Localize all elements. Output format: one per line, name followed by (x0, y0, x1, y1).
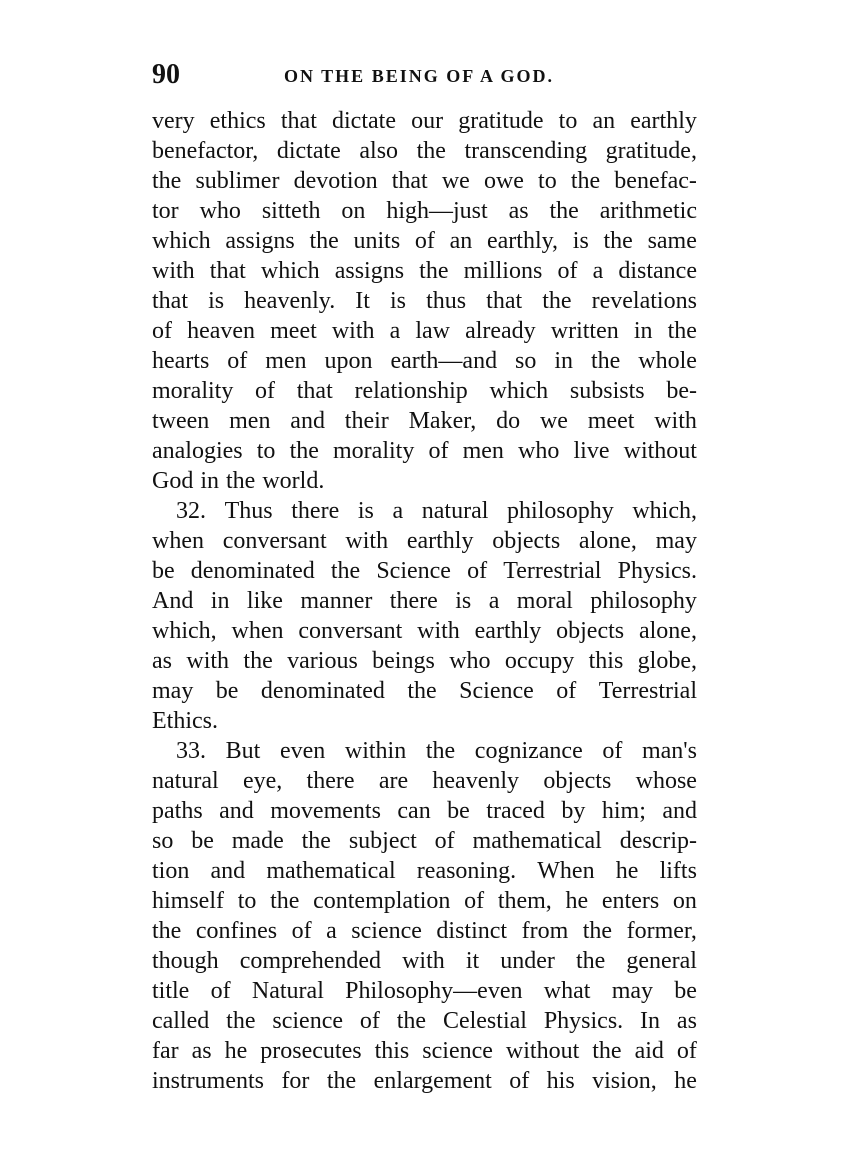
word: that (209, 258, 246, 284)
word: law (415, 318, 450, 344)
word: the (549, 198, 579, 224)
word: be (215, 678, 239, 704)
word: which, (632, 498, 697, 524)
word: devotion (293, 168, 378, 194)
word: which (489, 378, 549, 404)
text-line (152, 106, 697, 136)
word: he (615, 858, 639, 884)
word: which (152, 228, 211, 254)
text-line (152, 616, 697, 646)
word: high—just (386, 198, 488, 224)
word: without (623, 438, 697, 464)
word: units (353, 228, 401, 254)
word: subsists (569, 378, 645, 404)
word: the (603, 228, 633, 254)
word: which (260, 258, 320, 284)
word: in (200, 468, 220, 494)
text-line (152, 256, 697, 286)
word: mathematical (472, 828, 602, 854)
word: tween (152, 408, 210, 434)
word: also (359, 138, 399, 164)
word: science (351, 918, 422, 944)
word: that (391, 168, 428, 194)
word: world. (262, 468, 325, 494)
word: be (447, 798, 470, 824)
text-line (152, 376, 697, 406)
word: on (672, 888, 697, 914)
text-line (152, 406, 697, 436)
word: that (486, 288, 523, 314)
word: Celestial (442, 1008, 527, 1034)
word: of (676, 1038, 697, 1064)
word: who (449, 648, 491, 674)
word: is (455, 588, 472, 614)
word: may (611, 978, 654, 1004)
word: the (592, 1038, 622, 1064)
word: occupy (504, 648, 575, 674)
word: subject (348, 828, 417, 854)
word: of (557, 258, 578, 284)
word: of (255, 378, 276, 404)
word: the (270, 888, 300, 914)
word: Maker, (408, 408, 477, 434)
word: is (208, 288, 225, 314)
running-head (152, 58, 697, 92)
word: called (152, 1008, 210, 1034)
word: of (227, 348, 248, 374)
word: earthly (630, 108, 697, 134)
word: he (224, 1038, 248, 1064)
word: our (411, 108, 444, 134)
word: benefactor, (152, 138, 259, 164)
text-line (152, 466, 697, 496)
word: a (392, 498, 404, 524)
word: is (390, 288, 407, 314)
text-line (152, 916, 697, 946)
word: meet (270, 318, 317, 344)
word: he (565, 888, 589, 914)
text-line (152, 1066, 697, 1096)
word: of (556, 678, 577, 704)
word: heavenly. (244, 288, 336, 314)
word: Ethics. (152, 708, 218, 734)
word: an (449, 228, 473, 254)
text-line (152, 1006, 697, 1036)
word: a (389, 318, 401, 344)
word: Natural (251, 978, 324, 1004)
word: 33. (176, 738, 206, 764)
word: Terrestrial (503, 558, 602, 584)
word: that (152, 288, 188, 314)
word: there (291, 498, 340, 524)
text-line (152, 886, 697, 916)
text-line (152, 706, 697, 736)
word: do (496, 408, 521, 434)
word: distance (618, 258, 697, 284)
word: of (291, 918, 312, 944)
word: Terrestrial (598, 678, 697, 704)
word: as (191, 1038, 212, 1064)
word: with (654, 408, 697, 434)
word: hearts (152, 348, 210, 374)
word: denominated (190, 558, 315, 584)
word: who (518, 438, 560, 464)
word: And (152, 588, 194, 614)
word: the (226, 468, 256, 494)
word: of (509, 1068, 530, 1094)
word: science (422, 1038, 493, 1064)
word: without (505, 1038, 580, 1064)
word: whole (638, 348, 697, 374)
word: may (655, 528, 697, 554)
word: of (467, 558, 488, 584)
word: Science (459, 678, 534, 704)
word: this (588, 648, 624, 674)
word: and (210, 858, 246, 884)
word: dictate (332, 108, 396, 134)
word: alone, (578, 528, 637, 554)
text-line (152, 586, 697, 616)
word: a (488, 588, 500, 614)
word: upon (324, 348, 373, 374)
word: even (279, 738, 326, 764)
word: It (355, 288, 370, 314)
word: under (500, 948, 555, 974)
text-line (152, 496, 697, 526)
word: the (152, 918, 182, 944)
word: reasoning. (416, 858, 517, 884)
word: globe, (637, 648, 697, 674)
word: analogies (152, 438, 243, 464)
word: Physics. (543, 1008, 624, 1034)
word: when (231, 618, 284, 644)
word: heavenly (432, 768, 520, 794)
word: we (441, 168, 470, 194)
word: may (152, 678, 194, 704)
word: an (592, 108, 616, 134)
word: whose (635, 768, 697, 794)
word: with (152, 258, 195, 284)
word: the (570, 168, 601, 194)
word: Science (376, 558, 451, 584)
word: it (465, 948, 480, 974)
word: arithmetic (599, 198, 697, 224)
word: objects (492, 528, 561, 554)
word: meet (587, 408, 635, 434)
word: man's (641, 738, 697, 764)
word: his (546, 1068, 575, 1094)
word: of (602, 738, 623, 764)
text-line (152, 1036, 697, 1066)
word: and (662, 798, 697, 824)
word: sitteth (261, 198, 321, 224)
word: in (554, 348, 573, 374)
word: the (667, 318, 697, 344)
word: of (152, 318, 172, 344)
word: earthly (406, 528, 474, 554)
word: in (633, 318, 653, 344)
word: distinct (436, 918, 508, 944)
word: moral (516, 588, 573, 614)
word: men (265, 348, 307, 374)
word: who (199, 198, 241, 224)
word: the (226, 1008, 256, 1034)
word: various (287, 648, 358, 674)
word: with (331, 318, 375, 344)
word: men (229, 408, 271, 434)
word: the (590, 348, 621, 374)
word: with (402, 948, 445, 974)
word: thus (426, 288, 467, 314)
word: Thus (224, 498, 273, 524)
word: objects (543, 768, 612, 794)
word: with (345, 528, 389, 554)
word: eye, (242, 768, 283, 794)
word: objects (556, 618, 625, 644)
text-line (152, 646, 697, 676)
word: that (280, 108, 317, 134)
word: mathematical (266, 858, 396, 884)
word: prosecutes (260, 1038, 362, 1064)
text-line (152, 856, 697, 886)
word: the (301, 828, 331, 854)
word: of (428, 438, 449, 464)
page-number: 90 (152, 59, 180, 90)
text-line (152, 676, 697, 706)
text-line (152, 136, 697, 166)
word: that (296, 378, 333, 404)
word: natural (421, 498, 489, 524)
text-line (152, 766, 697, 796)
word: movements (270, 798, 381, 824)
word: and (290, 408, 325, 434)
word: of (434, 828, 455, 854)
word: earthly, (486, 228, 559, 254)
word: natural (152, 768, 219, 794)
word: he (674, 1068, 697, 1094)
word: and (219, 798, 254, 824)
word: the (419, 258, 449, 284)
word: conversant (298, 618, 403, 644)
word: him; (601, 798, 646, 824)
word: gratitude, (605, 138, 697, 164)
word: for (281, 1068, 310, 1094)
word: dictate (276, 138, 341, 164)
word: already (465, 318, 536, 344)
word: the (309, 228, 339, 254)
word: is (572, 228, 589, 254)
word: so (515, 348, 537, 374)
word: written (550, 318, 619, 344)
text-line (152, 316, 697, 346)
word: revelations (591, 288, 697, 314)
word: morality (333, 438, 415, 464)
word: lifts (659, 858, 697, 884)
word: vision, (592, 1068, 657, 1094)
word: the (575, 948, 606, 974)
word: to (256, 438, 276, 464)
word: the (330, 558, 361, 584)
word: beings (372, 648, 435, 674)
word: can (397, 798, 431, 824)
word: the (289, 438, 319, 464)
word: when (152, 528, 204, 554)
text-line (152, 736, 697, 766)
text-line (152, 796, 697, 826)
word: philosophy (507, 498, 614, 524)
word: comprehended (239, 948, 382, 974)
word: former, (626, 918, 697, 944)
word: transcending (464, 138, 588, 164)
word: in (210, 588, 230, 614)
word: himself (152, 888, 224, 914)
text-line (152, 556, 697, 586)
word: is (357, 498, 374, 524)
word: relationship (354, 378, 468, 404)
word: aid (634, 1038, 664, 1064)
word: though (152, 948, 219, 974)
word: with (186, 648, 230, 674)
word: on (341, 198, 366, 224)
text-line (152, 946, 697, 976)
word: the (407, 678, 437, 704)
word: made (231, 828, 284, 854)
word: we (539, 408, 568, 434)
word: this (374, 1038, 410, 1064)
word: earth—and (390, 348, 498, 374)
word: of (464, 888, 485, 914)
word: from (521, 918, 569, 944)
word: as (508, 198, 529, 224)
word: In (640, 1008, 661, 1034)
word: denominated (260, 678, 385, 704)
word: with (417, 618, 460, 644)
text-line (152, 976, 697, 1006)
word: be- (666, 378, 697, 404)
word: heaven (187, 318, 256, 344)
word: God (152, 468, 194, 494)
word: like (246, 588, 283, 614)
word: gratitude (458, 108, 544, 134)
word: cognizance (474, 738, 583, 764)
word: of (359, 1008, 380, 1034)
word: When (537, 858, 595, 884)
text-line (152, 286, 697, 316)
word: 32. (176, 498, 206, 524)
word: the (326, 1068, 357, 1094)
word: there (306, 768, 355, 794)
word: the (425, 738, 456, 764)
word: alone, (638, 618, 697, 644)
word: Philosophy—even (345, 978, 523, 1004)
word: be (191, 828, 214, 854)
text-line (152, 346, 697, 376)
word: earthly (474, 618, 542, 644)
text-line (152, 526, 697, 556)
word: philosophy (590, 588, 697, 614)
word: enters (601, 888, 660, 914)
word: title (152, 978, 190, 1004)
word: manner (300, 588, 373, 614)
word: which, (152, 618, 217, 644)
word: ethics (209, 108, 266, 134)
word: to (237, 888, 257, 914)
text-line (152, 826, 697, 856)
word: science (272, 1008, 343, 1034)
text-line (152, 166, 697, 196)
text-line (152, 226, 697, 256)
word: owe (483, 168, 524, 194)
word: sublimer (195, 168, 280, 194)
word: But (225, 738, 261, 764)
word: live (573, 438, 610, 464)
word: same (647, 228, 697, 254)
word: are (378, 768, 409, 794)
word: the (416, 138, 446, 164)
word: as (152, 648, 172, 674)
text-line (152, 436, 697, 466)
word: of (414, 228, 435, 254)
word: by (561, 798, 586, 824)
word: the (542, 288, 572, 314)
text-line (152, 196, 697, 226)
word: assigns (334, 258, 405, 284)
word: them, (497, 888, 552, 914)
word: what (543, 978, 591, 1004)
word: benefac- (614, 168, 697, 194)
word: the (243, 648, 273, 674)
word: enlargement (373, 1068, 492, 1094)
word: paths (152, 798, 203, 824)
word: of (210, 978, 231, 1004)
word: so (152, 828, 174, 854)
word: millions (463, 258, 543, 284)
running-head-title: ON THE BEING OF A GOD. (284, 66, 555, 86)
word: assigns (225, 228, 295, 254)
word: the (152, 168, 182, 194)
word: a (326, 918, 337, 944)
word: to (558, 108, 578, 134)
word: the (396, 1008, 427, 1034)
word: tion (152, 858, 190, 884)
word: their (344, 408, 389, 434)
word: far (152, 1038, 179, 1064)
word: morality (152, 378, 234, 404)
word: tor (152, 198, 179, 224)
word: the (582, 918, 613, 944)
word: to (538, 168, 557, 194)
body-text (152, 106, 697, 1096)
word: be (674, 978, 697, 1004)
word: as (676, 1008, 697, 1034)
word: be (152, 558, 175, 584)
word: general (626, 948, 697, 974)
word: traced (486, 798, 545, 824)
word: men (462, 438, 504, 464)
word: contemplation (313, 888, 451, 914)
word: descrip- (619, 828, 697, 854)
word: confines (195, 918, 278, 944)
word: Physics. (617, 558, 697, 584)
word: instruments (152, 1068, 264, 1094)
word: very (152, 108, 195, 134)
word: within (344, 738, 407, 764)
word: a (592, 258, 604, 284)
word: there (389, 588, 438, 614)
word: conversant (222, 528, 327, 554)
